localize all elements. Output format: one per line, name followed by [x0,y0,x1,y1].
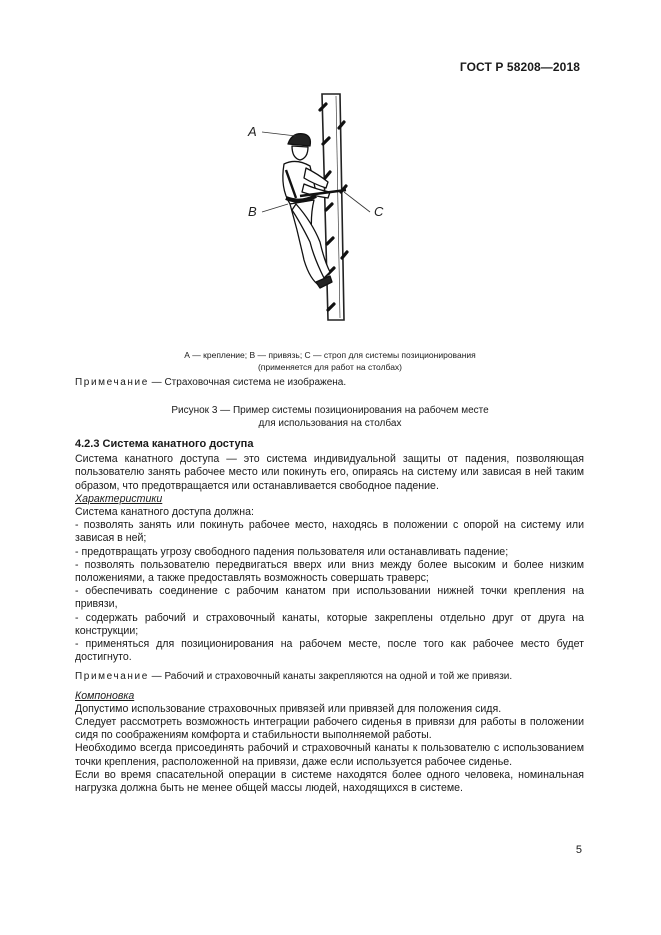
label-a: A [248,124,257,139]
pole-positioning-illustration [240,92,400,342]
standard-code: ГОСТ Р 58208—2018 [459,60,580,74]
list-item: - применяться для позиционирования на рабочем месте, после того как рабочее место будет достигнуто. [75,638,584,664]
section-heading: 4.2.3 Система канатного доступа [75,438,254,450]
section-note: Примечание — Рабочий и страховочный канаты закрепляются на одной и той же привязи. [75,671,513,683]
page-number: 5 [575,844,582,856]
list-item: - предотвращать угрозу свободного падения пользователя или останавливать падение; [75,545,509,558]
list-item: - содержать рабочий и страховочный канаты, которые закреплены отдельно друг от друга на конструкции; [75,611,584,637]
characteristics-lead: Система канатного доступа должна: [75,506,254,519]
figure-caption: Рисунок 3 — Пример системы позиционирования на рабочем месте [171,405,489,416]
figure-caption-line2: для использования на столбах [258,418,402,429]
list-item: - обеспечивать соединение с рабочим канатом при использовании нижней точки крепления на привязи, [75,585,584,611]
list-item: - позволять пользователю передвигаться вверх или вниз между более высоким и более низким положениями, а также предоставлять возможность совершать траверс; [75,558,584,585]
list-item: - позволять занять или покинуть рабочее место, находясь в положении с опорой на систему или зависая в ней; [75,519,584,545]
figure-legend: А — крепление; В — привязь; С — строп для системы позиционирования [184,350,476,360]
figure-legend-note: (применяется для работ на столбах) [257,362,403,372]
layout-paragraph: Допустимо использование страховочных привязей или привязей для положения сидя. [75,702,502,715]
layout-paragraph: Следует рассмотреть возможность интеграции рабочего сиденья в привязи для работы в положении сидя по соображениям комфорта и стабильности выполняемой работы. [75,716,584,742]
layout-paragraph: Необходимо всегда присоединять рабочий и страховочный канаты к пользователю с использованием точки крепления, расположенной на привязи, даже если используется рабочее сиденье. [75,742,584,768]
label-b: B [248,204,257,219]
layout-paragraph: Если во время спасательной операции в системе находятся более одного человека, номинальная нагрузка должна быть не менее общей массы людей, находящихся в системе. [75,768,584,795]
note-label: Примечание [75,377,149,388]
layout-heading: Компоновка [75,689,135,702]
label-c: C [374,204,384,219]
section-body [75,438,584,795]
section-intro: Система канатного доступа — это система индивидуальной защиты от падения, позволяющая пользователю занять рабочее место или покинуть его, опираясь на систему или зависая в ней таким образом, что предотвращается или останавливается свободное падение. [75,453,584,492]
note-text: Страховочная система не изображена. [164,377,347,388]
figure-note: Примечание — Страховочная система не изображена. [75,377,347,388]
note-label: Примечание [75,671,149,683]
characteristics-heading: Характеристики [75,492,163,505]
note-text: Рабочий и страховочный канаты закрепляются на одной и той же привязи. [164,671,513,683]
